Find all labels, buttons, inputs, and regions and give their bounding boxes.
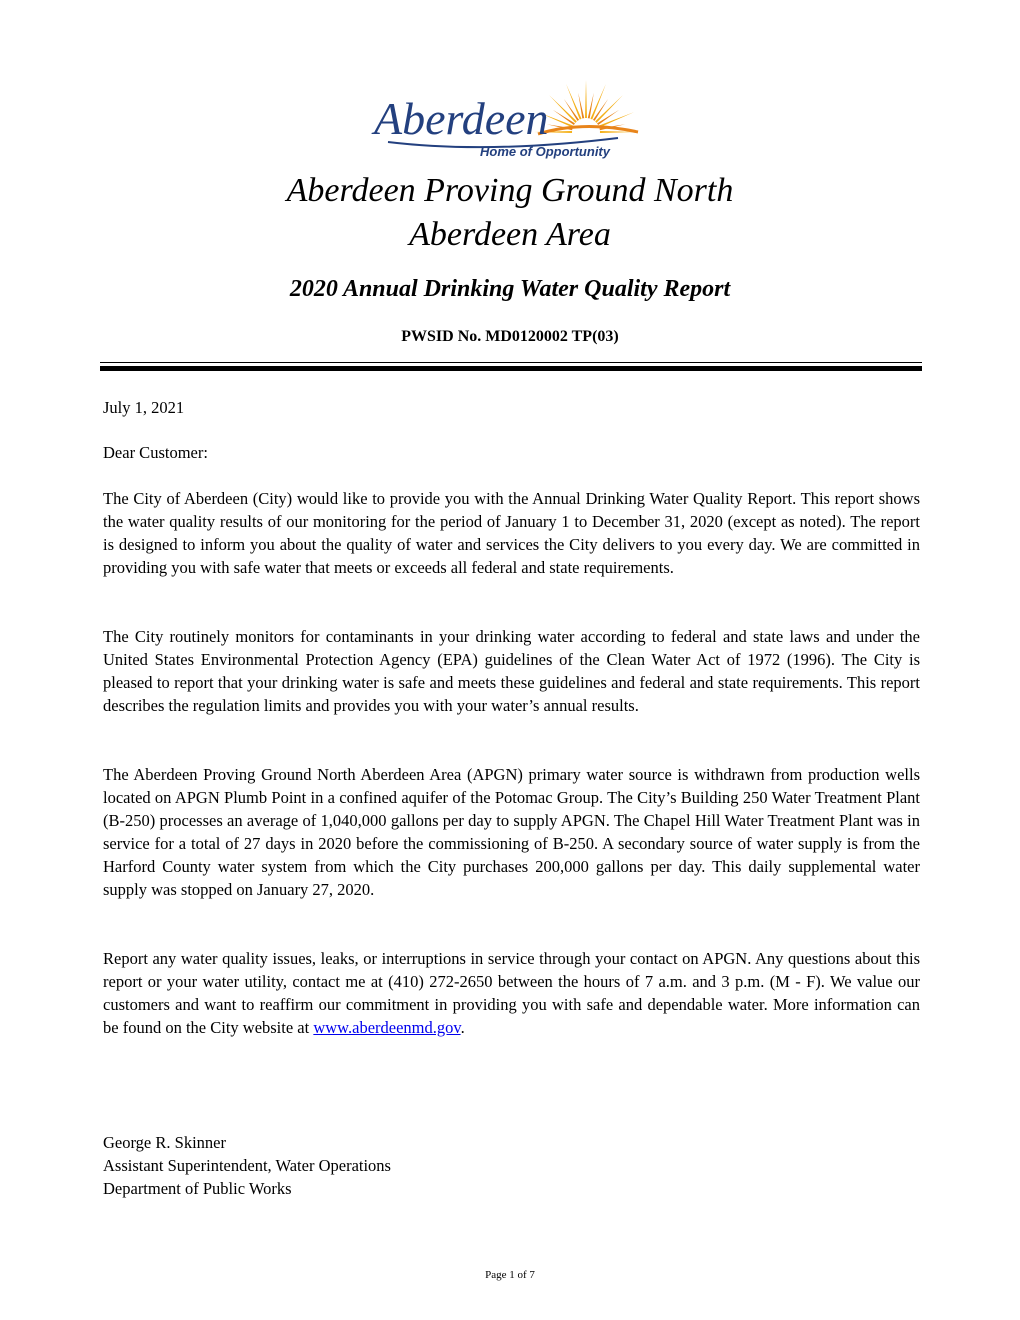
signature-block xyxy=(103,1131,391,1200)
logo-tagline: Home of Opportunity xyxy=(480,144,610,159)
contact-text-end: . xyxy=(460,1018,465,1037)
letter-date: July 1, 2021 xyxy=(103,398,185,417)
header-divider-thin xyxy=(100,362,922,363)
aberdeen-logo xyxy=(368,72,656,162)
report-title-line1: Aberdeen Proving Ground North xyxy=(286,172,734,209)
sunburst-logo-icon xyxy=(368,72,656,162)
report-subtitle: 2020 Annual Drinking Water Quality Report xyxy=(289,276,731,302)
signature-department: Department of Public Works xyxy=(103,1179,292,1198)
logo-wordmark: Aberdeen xyxy=(374,93,549,144)
pwsid-number: PWSID No. MD0120002 TP(03) xyxy=(401,328,619,345)
signature-name: George R. Skinner xyxy=(103,1133,226,1152)
website-link[interactable]: www.aberdeenmd.gov xyxy=(313,1018,461,1037)
letter-salutation: Dear Customer: xyxy=(103,443,208,462)
page-number: Page 1 of 7 xyxy=(485,1269,535,1281)
report-title-line2: Aberdeen Area xyxy=(409,216,611,253)
contact-text: Report any water quality issues, leaks, or interruptions in service through your contact on APGN. Any questions about this report or your water utility, contact me at (410) 272-2650 between the hours of 7 a.m. and 3 p.m. (M - F). We value our customers and want to reaffirm our commitment in providing you with safe and dependable water. More information can be found on the City website at xyxy=(103,949,920,1037)
paragraph-contact xyxy=(103,947,920,1039)
paragraph-water-source: The Aberdeen Proving Ground North Aberdeen Area (APGN) primary water source is withdrawn from production wells located on APGN Plumb Point in a confined aquifer of the Potomac Group. The City’s Building 250 Water Treatment Plant (B-250) processes an average of 1,040,000 gallons per day to supply APGN. The Chapel Hill Water Treatment Plant was in service for a total of 27 days in 2020 before the commissioning of B-250. A secondary source of water supply is from the Harford County water system from which the City purchases 200,000 gallons per day. This daily supplemental water supply was stopped on January 27, 2020. xyxy=(103,765,920,899)
header-divider-thick xyxy=(100,366,922,371)
paragraph-intro: The City of Aberdeen (City) would like to provide you with the Annual Drinking Water Quality Report. This report shows the water quality results of our monitoring for the period of January 1 to December 31, 2020 (except as noted). The report is designed to inform you about the quality of water and services the City delivers to you every day. We are committed in providing you with safe water that meets or exceeds all federal and state requirements. xyxy=(103,489,920,577)
paragraph-monitoring: The City routinely monitors for contaminants in your drinking water according to federal and state laws and under the United States Environmental Protection Agency (EPA) guidelines of the Clean Water Act of 1972 (1996). The City is pleased to report that your drinking water is safe and meets these guidelines and federal and state requirements. This report describes the regulation limits and provides you with your water’s annual results. xyxy=(103,627,920,715)
signature-title: Assistant Superintendent, Water Operations xyxy=(103,1156,391,1175)
